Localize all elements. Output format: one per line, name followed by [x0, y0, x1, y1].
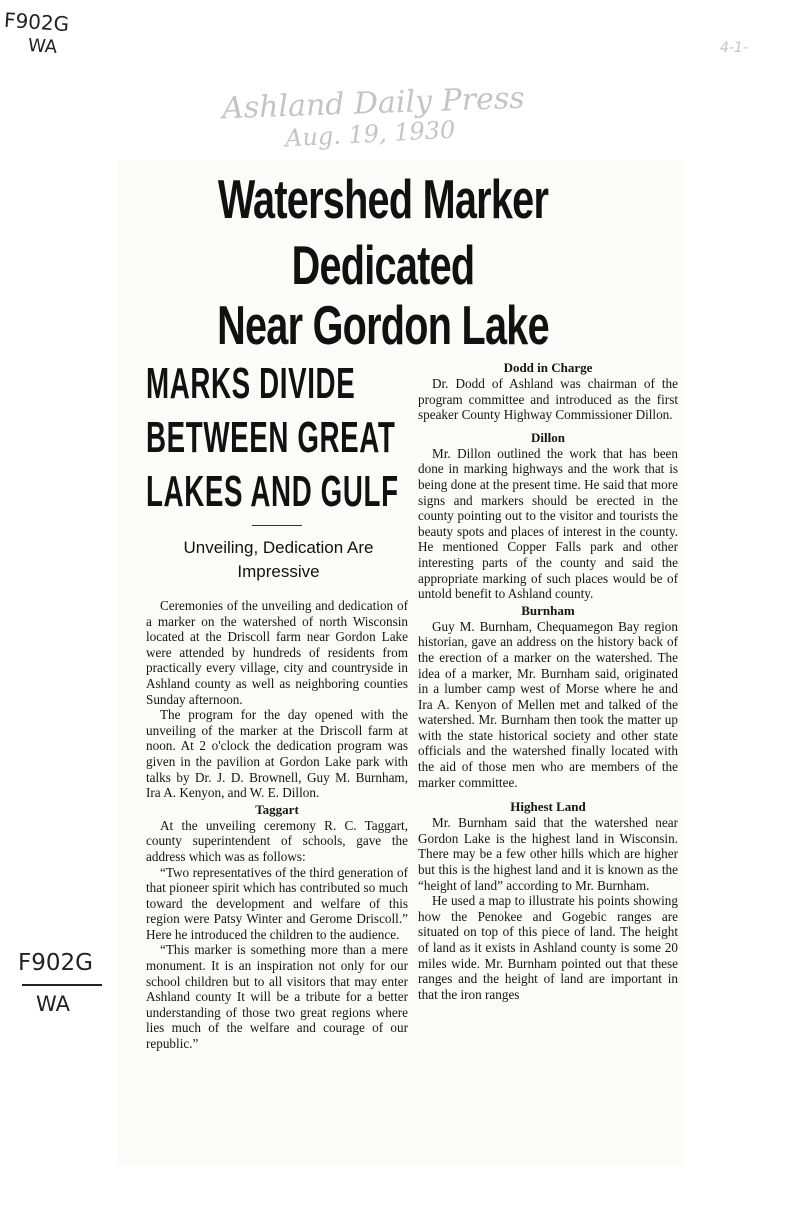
- left-paragraph-1: Ceremonies of the unveiling and dedication of a marker on the watershed of north Wisconsin located at the Driscoll farm near Gordon Lake were attended by hundreds of residents from practically every village, city and countryside in Ashland county as well as neighboring counties Sunday afternoon.: [146, 598, 408, 707]
- deck-line-3: LAKES AND GULF: [146, 467, 399, 516]
- section-heading-taggart: Taggart: [255, 801, 299, 817]
- margin-note-top-right: 4-1-: [720, 40, 748, 56]
- right-paragraph-4: Mr. Burnham said that the watershed near Gordon Lake is the highest land in Wisconsin. There may be a few other hills which are higher but this is the highest land and it is known as the “height of land” according to Mr. Burnham.: [418, 815, 678, 893]
- section-heading-dillon: Dillon: [531, 429, 565, 445]
- section-heading-burnham: Burnham: [521, 602, 575, 618]
- subheadline: Unveiling, Dedication Are Impressive: [183, 538, 374, 581]
- margin-sub-top-left: WA: [27, 35, 58, 58]
- right-paragraph-3: Guy M. Burnham, Chequamegon Bay region historian, gave an address on the history back of the erection of a marker on the watershed. The idea of a marker, Mr. Burnham said, originated in a lumber camp west of Morse where he and Ira A. Kenyon of Mellen met and talked of the watershed. Mr. Burnham then took the matter up with the state historical society and other state officials and the watershed finally located with the aid of those men who are members of the marker committee.: [418, 618, 678, 790]
- section-heading-highest-land: Highest Land: [510, 799, 586, 815]
- margin-code-underline: [22, 984, 102, 986]
- article-left-column: [146, 598, 408, 1052]
- left-paragraph-3: At the unveiling ceremony R. C. Taggart, county superintendent of schools, gave the address which was as follows:: [146, 817, 408, 864]
- left-paragraph-4: “Two representatives of the third generation of that pioneer spirit which has contributed so much toward the development and welfare of this region were Patsy Winter and Gerome Driscoll.” Here he introduced the children to the audience.: [146, 864, 408, 942]
- headline-line-1: Watershed Marker: [217, 168, 549, 230]
- margin-code-side: F902G: [18, 950, 93, 976]
- deck-divider: [252, 525, 302, 526]
- headline-line-2: Dedicated: [291, 234, 475, 296]
- left-paragraph-5: “This marker is something more than a mere monument. It is an inspiration not only for our school children but to all visitors that may enter Ashland county It will be a tribute for a better understanding of those two great regions where lies much of the welfare and courage of our republic.”: [146, 942, 408, 1052]
- left-paragraph-2: The program for the day opened with the unveiling of the marker at the Driscoll farm at noon. At 2 o'clock the dedication program was given in the pavilion at Gordon Lake park with talks by Dr. J. D. Brownell, Guy M. Burnham, Ira A. Kenyon, and W. E. Dillon.: [146, 707, 408, 801]
- section-heading-dodd: Dodd in Charge: [503, 360, 593, 375]
- deck-line-2: BETWEEN GREAT: [146, 413, 396, 462]
- article-right-column: [418, 359, 678, 1002]
- right-paragraph-2: Mr. Dillon outlined the work that has been done in marking highways and the work that is being done at the present time. He said that more signs and markers should be erected in the county pointing out to the visitor and tourists the beauty spots and places of interest in the county. He mentioned Copper Falls park and other interesting parts of the county and said the appropriate marking of such places would be of untold benefit to Ashland county.: [418, 445, 678, 602]
- margin-sub-side: WA: [36, 992, 70, 1016]
- margin-code-top-left: F902G: [3, 7, 70, 37]
- pencil-date-note: Aug. 19, 1930: [284, 115, 456, 153]
- right-paragraph-5: He used a map to illustrate his points showing how the Penokee and Gogebic ranges are situated on top of this piece of land. The height of land as it exists in Ashland county is some 20 miles wide. Mr. Burnham pointed out that these ranges and the height of land are important in that the iron ranges: [418, 893, 678, 1002]
- right-paragraph-1: Dr. Dodd of Ashland was chairman of the program committee and introduced as the first speaker County Highway Commissioner Dillon.: [418, 376, 678, 423]
- pencil-source-note: Ashland Daily Press: [221, 80, 526, 127]
- headline-line-3: Near Gordon Lake: [217, 294, 549, 356]
- deck-line-1: MARKS DIVIDE: [146, 359, 356, 408]
